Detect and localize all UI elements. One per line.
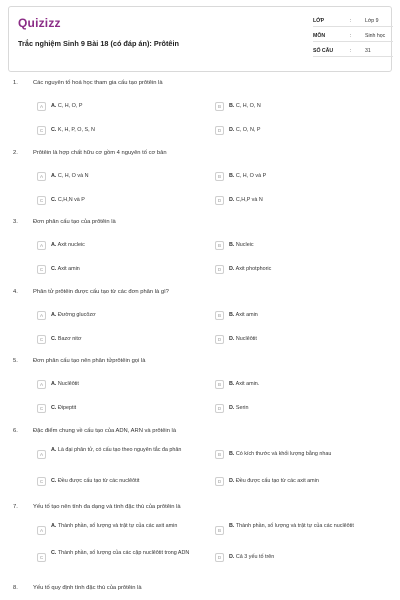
option-prefix: A. <box>51 381 57 387</box>
answer-option-b[interactable] <box>215 310 385 324</box>
answer-option-c[interactable] <box>37 195 207 209</box>
question-number: 5. <box>13 358 18 364</box>
option-text <box>229 451 377 458</box>
option-letter-box: C <box>37 404 46 413</box>
option-text <box>51 478 199 485</box>
option-prefix: B. <box>229 173 235 179</box>
question-number: 8. <box>13 585 18 591</box>
answer-option-a[interactable] <box>37 240 207 254</box>
option-text <box>229 381 377 388</box>
question-text: Đơn phân cấu tạo của prôtêin là <box>33 219 116 225</box>
option-prefix: A. <box>51 242 57 248</box>
answer-option-b[interactable] <box>215 171 385 185</box>
question-number: 1. <box>13 80 18 86</box>
option-prefix: B. <box>229 523 235 529</box>
answer-option-a[interactable] <box>37 310 207 324</box>
option-answer: K, H, P, O, S, N <box>57 127 95 133</box>
question-text: Prôtêin là hợp chất hữu cơ gồm 4 nguyên tố cơ bản <box>33 150 167 156</box>
option-text <box>229 103 377 110</box>
option-prefix: D. <box>229 197 235 203</box>
question-text: Yếu tố quy định tính đặc thù của prôtêin là <box>33 585 142 591</box>
option-answer: Đipeptit <box>57 405 77 411</box>
meta-question-count: SỐ CÂU : 31 <box>313 46 393 57</box>
worksheet-title: Trắc nghiệm Sinh 9 Bài 18 (có đáp án): Prôtêin <box>18 39 179 48</box>
option-answer: Đường glucôzơ <box>57 312 96 318</box>
option-text <box>51 336 199 343</box>
option-text <box>229 554 377 561</box>
option-letter-box: C <box>37 126 46 135</box>
meta-label: LỚP <box>313 18 325 24</box>
option-letter-box: B <box>215 526 224 535</box>
option-answer: Bazơ nitơ <box>57 336 82 342</box>
question-text: Phân tử prôtêin được cấu tạo từ các đơn phân là gì? <box>33 289 169 295</box>
option-text <box>229 266 377 273</box>
option-text <box>51 550 199 557</box>
option-letter-box: B <box>215 172 224 181</box>
meta-value: Sinh học <box>365 33 386 39</box>
option-text <box>51 266 199 273</box>
meta-divider <box>313 41 393 42</box>
option-answer: Axit photphoric <box>235 266 272 272</box>
option-prefix: C. <box>51 266 57 272</box>
answer-option-a[interactable] <box>37 525 207 539</box>
option-text <box>229 312 377 319</box>
option-prefix: C. <box>51 336 57 342</box>
option-answer: Axit nucleic <box>57 242 85 248</box>
option-text <box>51 523 199 530</box>
option-letter-box: A <box>37 526 46 535</box>
option-text <box>229 127 377 134</box>
answer-option-c[interactable] <box>37 552 207 566</box>
option-text <box>51 405 199 412</box>
option-answer: Nuclêôtit <box>57 381 79 387</box>
option-text <box>229 478 377 485</box>
option-prefix: C. <box>51 478 57 484</box>
option-prefix: D. <box>229 478 235 484</box>
option-prefix: C. <box>51 550 57 556</box>
answer-option-d[interactable] <box>215 552 385 566</box>
option-answer: Axit amin <box>57 266 80 272</box>
option-prefix: C. <box>51 127 57 133</box>
option-letter-box: C <box>37 477 46 486</box>
option-text <box>229 242 377 249</box>
meta-label: SỐ CÂU <box>313 48 334 54</box>
option-answer: Là đại phân tử, có cấu tạo theo nguyên tắc đa phân <box>57 447 182 453</box>
option-text <box>51 312 199 319</box>
option-letter-box: B <box>215 450 224 459</box>
answer-option-a[interactable] <box>37 379 207 393</box>
option-answer: C, O, N, P <box>235 127 261 133</box>
option-answer: C,H,N và P <box>57 197 85 203</box>
meta-divider <box>313 56 393 57</box>
option-text <box>51 197 199 204</box>
option-prefix: A. <box>51 103 57 109</box>
option-letter-box: C <box>37 335 46 344</box>
question-text: Đơn phân cấu tạo nên phân tửprôtêin gọi là <box>33 358 146 364</box>
answer-option-c[interactable] <box>37 125 207 139</box>
option-letter-box: C <box>37 265 46 274</box>
answer-option-a[interactable] <box>37 101 207 115</box>
option-prefix: B. <box>229 381 235 387</box>
meta-value: Lớp 9 <box>365 18 379 24</box>
answer-option-c[interactable] <box>37 264 207 278</box>
option-letter-box: B <box>215 380 224 389</box>
answer-option-b[interactable] <box>215 449 385 463</box>
option-answer: Axit amin <box>235 312 258 318</box>
option-answer: C, H, O và P <box>235 173 267 179</box>
option-answer: Thành phần, số lượng của các cặp nuclêôtit trong ADN <box>57 550 190 556</box>
option-text <box>229 405 377 412</box>
answer-option-d[interactable] <box>215 264 385 278</box>
option-text <box>51 173 199 180</box>
answer-option-a[interactable] <box>37 171 207 185</box>
question-text: Yếu tố tạo nên tính đa dạng và tính đặc thù của prôtêin là <box>33 504 181 510</box>
option-prefix: B. <box>229 451 235 457</box>
option-letter-box: B <box>215 102 224 111</box>
option-text <box>51 127 199 134</box>
option-prefix: C. <box>51 405 57 411</box>
option-letter-box: C <box>37 196 46 205</box>
option-letter-box: D <box>215 477 224 486</box>
option-answer: C,H,P và N <box>235 197 263 203</box>
option-answer: Axit amin. <box>235 381 260 387</box>
option-letter-box: A <box>37 102 46 111</box>
option-answer: C, H, O, N <box>235 103 261 109</box>
question-number: 3. <box>13 219 18 225</box>
option-answer: Nuclêôtit <box>235 336 257 342</box>
option-prefix: D. <box>229 127 235 133</box>
meta-grade: LỚP : Lớp 9 <box>313 16 393 27</box>
worksheet-header <box>8 6 392 72</box>
option-answer: Thành phần, số lượng và trật tự của các nuclêôtit <box>235 523 354 529</box>
answer-option-b[interactable] <box>215 379 385 393</box>
option-answer: C, H, O và N <box>57 173 89 179</box>
answer-option-b[interactable] <box>215 525 385 539</box>
option-prefix: B. <box>229 312 235 318</box>
answer-option-b[interactable] <box>215 101 385 115</box>
answer-option-d[interactable] <box>215 334 385 348</box>
option-text <box>229 197 377 204</box>
answer-option-c[interactable] <box>37 334 207 348</box>
option-answer: Đều được cấu tạo từ các axit amin <box>235 478 319 484</box>
option-answer: Đều được cấu tạo từ các nuclêôtit <box>57 478 140 484</box>
answer-option-a[interactable] <box>37 449 207 463</box>
answer-option-d[interactable] <box>215 125 385 139</box>
option-answer: Cả 3 yếu tố trên <box>235 554 275 560</box>
answer-option-b[interactable] <box>215 240 385 254</box>
option-prefix: C. <box>51 197 57 203</box>
option-letter-box: D <box>215 265 224 274</box>
quizizz-logo[interactable]: Quizizz <box>18 16 61 30</box>
option-answer: C, H, O, P <box>57 103 83 109</box>
option-letter-box: D <box>215 335 224 344</box>
option-text <box>51 242 199 249</box>
option-prefix: D. <box>229 266 235 272</box>
option-text <box>229 523 377 530</box>
question-text: Đặc điểm chung về cấu tạo của ADN, ARN và prôtêin là <box>33 428 177 434</box>
option-letter-box: D <box>215 196 224 205</box>
option-letter-box: A <box>37 450 46 459</box>
answer-option-c[interactable] <box>37 476 207 490</box>
option-letter-box: B <box>215 241 224 250</box>
option-prefix: B. <box>229 103 235 109</box>
meta-subject: MÔN : Sinh học <box>313 31 393 42</box>
option-prefix: B. <box>229 242 235 248</box>
answer-option-c[interactable] <box>37 403 207 417</box>
answer-option-d[interactable] <box>215 476 385 490</box>
option-prefix: D. <box>229 554 235 560</box>
option-letter-box: D <box>215 126 224 135</box>
option-text <box>51 447 199 454</box>
option-letter-box: A <box>37 241 46 250</box>
option-answer: Có kích thước và khối lượng bằng nhau <box>235 451 332 457</box>
meta-divider <box>313 26 393 27</box>
option-prefix: A. <box>51 523 57 529</box>
option-prefix: D. <box>229 405 235 411</box>
option-letter-box: D <box>215 553 224 562</box>
option-prefix: A. <box>51 312 57 318</box>
option-text <box>51 381 199 388</box>
option-answer: Serin <box>235 405 249 411</box>
answer-option-d[interactable] <box>215 403 385 417</box>
option-text <box>51 103 199 110</box>
question-number: 4. <box>13 289 18 295</box>
question-number: 2. <box>13 150 18 156</box>
option-text <box>229 336 377 343</box>
option-text <box>229 173 377 180</box>
question-text: Các nguyên tố hoá học tham gia cấu tạo prôtêin là <box>33 80 163 86</box>
option-letter-box: A <box>37 172 46 181</box>
question-number: 6. <box>13 428 18 434</box>
option-letter-box: D <box>215 404 224 413</box>
option-letter-box: A <box>37 311 46 320</box>
answer-option-d[interactable] <box>215 195 385 209</box>
option-answer: Nucleic <box>235 242 254 248</box>
option-prefix: A. <box>51 173 57 179</box>
meta-value: 31 <box>365 48 371 54</box>
option-prefix: A. <box>51 447 57 453</box>
option-letter-box: B <box>215 311 224 320</box>
question-number: 7. <box>13 504 18 510</box>
option-prefix: D. <box>229 336 235 342</box>
option-answer: Thành phần, số lượng và trật tự của các axit amin <box>57 523 178 529</box>
meta-label: MÔN <box>313 33 326 39</box>
option-letter-box: C <box>37 553 46 562</box>
option-letter-box: A <box>37 380 46 389</box>
